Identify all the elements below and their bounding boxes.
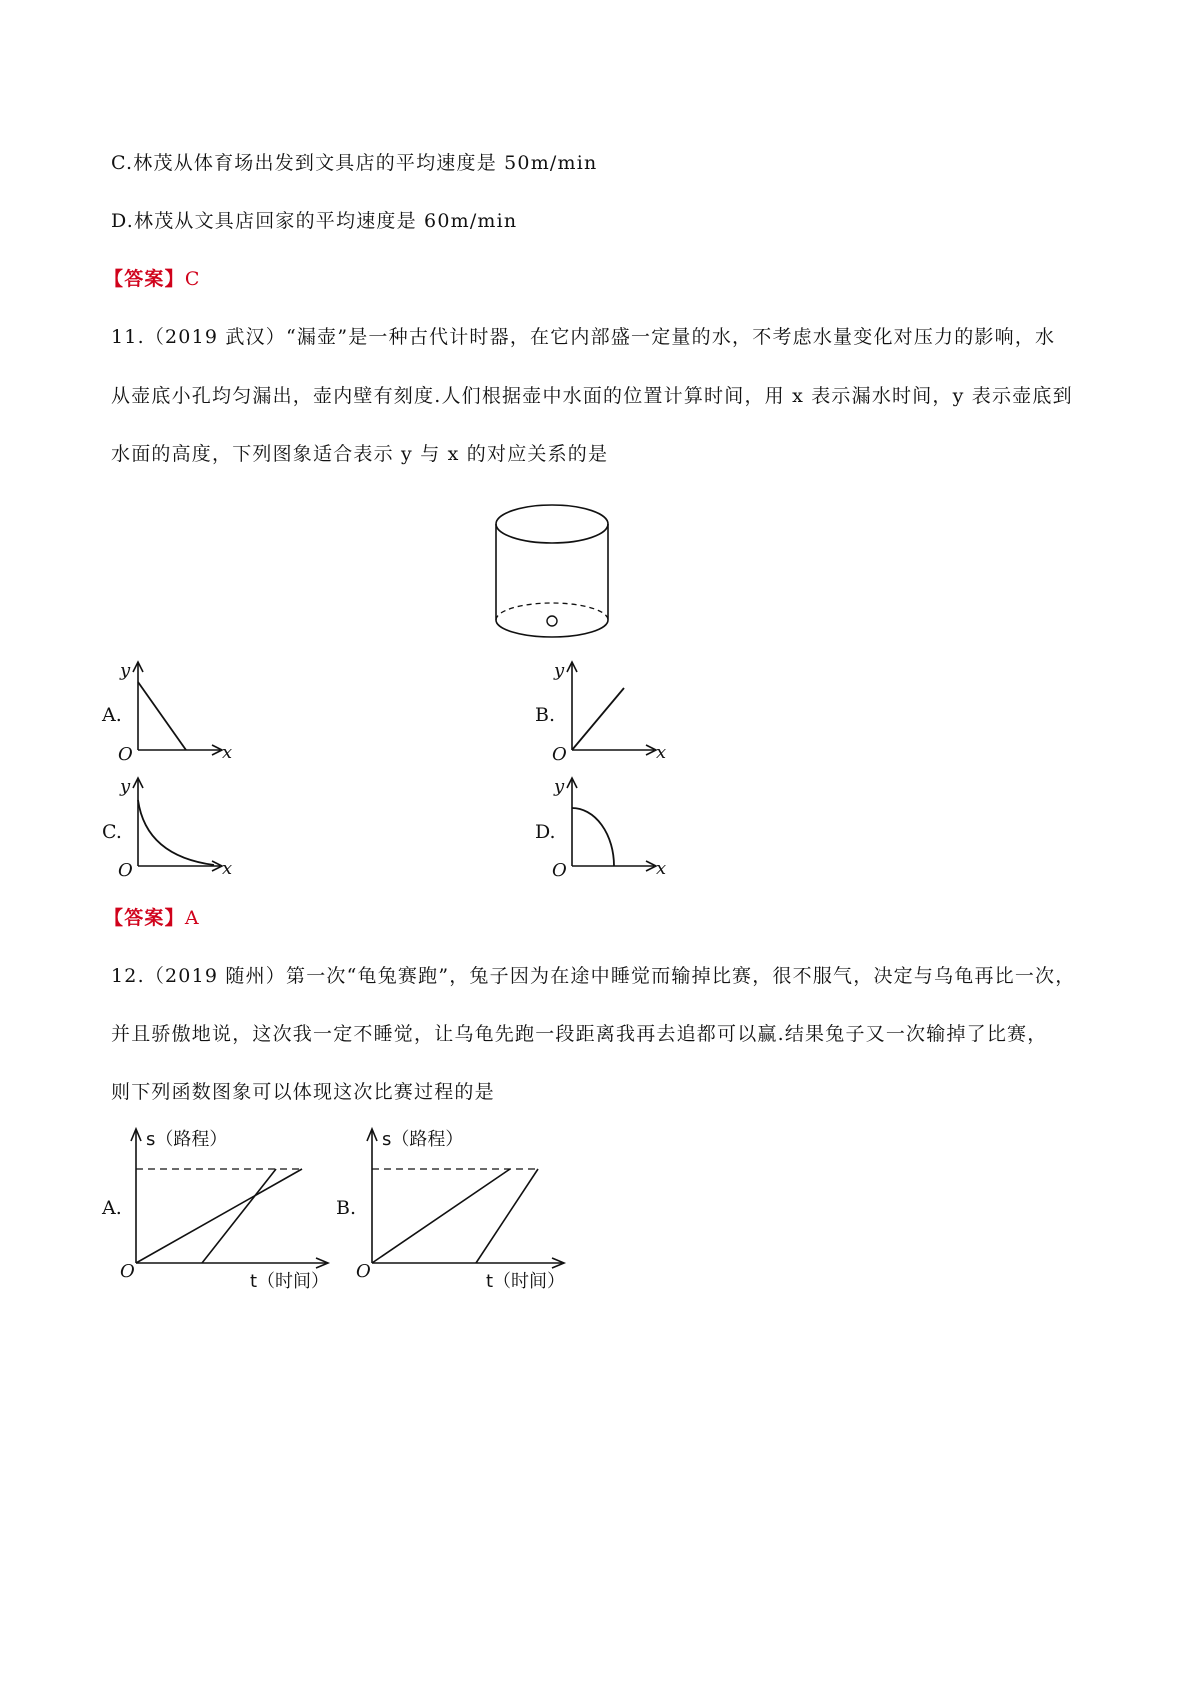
x-axis-label: x <box>222 742 233 763</box>
q12-option-b-label: B. <box>336 1197 357 1219</box>
y-axis-label: y <box>554 660 565 681</box>
answer-label: 【答案】 <box>104 268 185 290</box>
answer-label: 【答案】 <box>104 907 185 929</box>
q12-option-a-label: A. <box>102 1197 122 1219</box>
q12-graph-b <box>354 1125 574 1295</box>
pot-bottom-front <box>496 620 608 637</box>
q12-text-line-3: 则下列函数图象可以体现这次比赛过程的是 <box>111 1081 495 1103</box>
graph-line <box>572 688 624 750</box>
graph-line <box>138 682 186 750</box>
x-axis-label: x <box>656 858 667 879</box>
q11-text-line-2: 从壶底小孔均匀漏出，壶内壁有刻度.人们根据壶中水面的位置计算时间，用 x 表示漏水时间，y 表示壶底到 <box>111 385 1073 407</box>
tortoise-line <box>136 1169 302 1263</box>
t-axis-label: t（时间） <box>486 1271 566 1292</box>
q10-option-d: D.林茂从文具店回家的平均速度是 60m/min <box>111 210 518 232</box>
x-axis-label: x <box>656 742 667 763</box>
q12-text-line-1: 12.（2019 随州）第一次“龟兔赛跑”，兔子因为在途中睡觉而输掉比赛，很不服气，决定与乌龟再比一次， <box>111 965 1076 987</box>
q11-answer <box>104 906 200 930</box>
s-axis-label: s（路程） <box>146 1129 228 1150</box>
s-axis-label: s（路程） <box>382 1129 464 1150</box>
q11-option-a-label: A. <box>102 704 122 726</box>
answer-value: C <box>184 268 201 290</box>
q11-option-c-label: C. <box>102 821 122 843</box>
y-axis-label: y <box>120 660 131 681</box>
y-axis-label: y <box>120 776 131 797</box>
origin-label: O <box>356 1261 371 1282</box>
q11-graph-a <box>114 660 234 765</box>
q10-answer <box>104 267 201 291</box>
graph-curve <box>572 808 614 866</box>
origin-label: O <box>552 860 567 881</box>
pot-top-rim <box>496 505 608 543</box>
t-axis-label: t（时间） <box>250 1271 330 1292</box>
origin-label: O <box>118 744 133 765</box>
q12-text-line-2: 并且骄傲地说，这次我一定不睡觉，让乌龟先跑一段距离我再去追都可以赢.结果兔子又一次输掉了比赛， <box>111 1023 1048 1045</box>
q11-text-line-3: 水面的高度，下列图象适合表示 y 与 x 的对应关系的是 <box>111 443 609 465</box>
pot-bottom-back <box>496 603 608 620</box>
q12-graph-a <box>118 1125 338 1295</box>
q11-graph-b <box>548 660 668 765</box>
origin-label: O <box>552 744 567 765</box>
q11-text-line-1: 11.（2019 武汉）“漏壶”是一种古代计时器，在它内部盛一定量的水，不考虑水量变化对压力的影响，水 <box>111 326 1056 348</box>
tortoise-line <box>372 1169 510 1263</box>
y-axis-label: y <box>554 776 565 797</box>
answer-value: A <box>184 907 200 929</box>
rabbit-line <box>202 1169 276 1263</box>
q11-option-b-label: B. <box>535 704 556 726</box>
pot-drain-hole <box>547 616 557 626</box>
q10-option-c: C.林茂从体育场出发到文具店的平均速度是 50m/min <box>111 152 598 174</box>
rabbit-line <box>476 1169 538 1263</box>
graph-curve <box>138 800 214 865</box>
q11-graph-d <box>548 776 668 881</box>
origin-label: O <box>120 1261 135 1282</box>
x-axis-label: x <box>222 858 233 879</box>
leak-pot-figure <box>494 502 614 642</box>
q11-graph-c <box>114 776 234 881</box>
q11-option-d-label: D. <box>535 821 556 843</box>
origin-label: O <box>118 860 133 881</box>
